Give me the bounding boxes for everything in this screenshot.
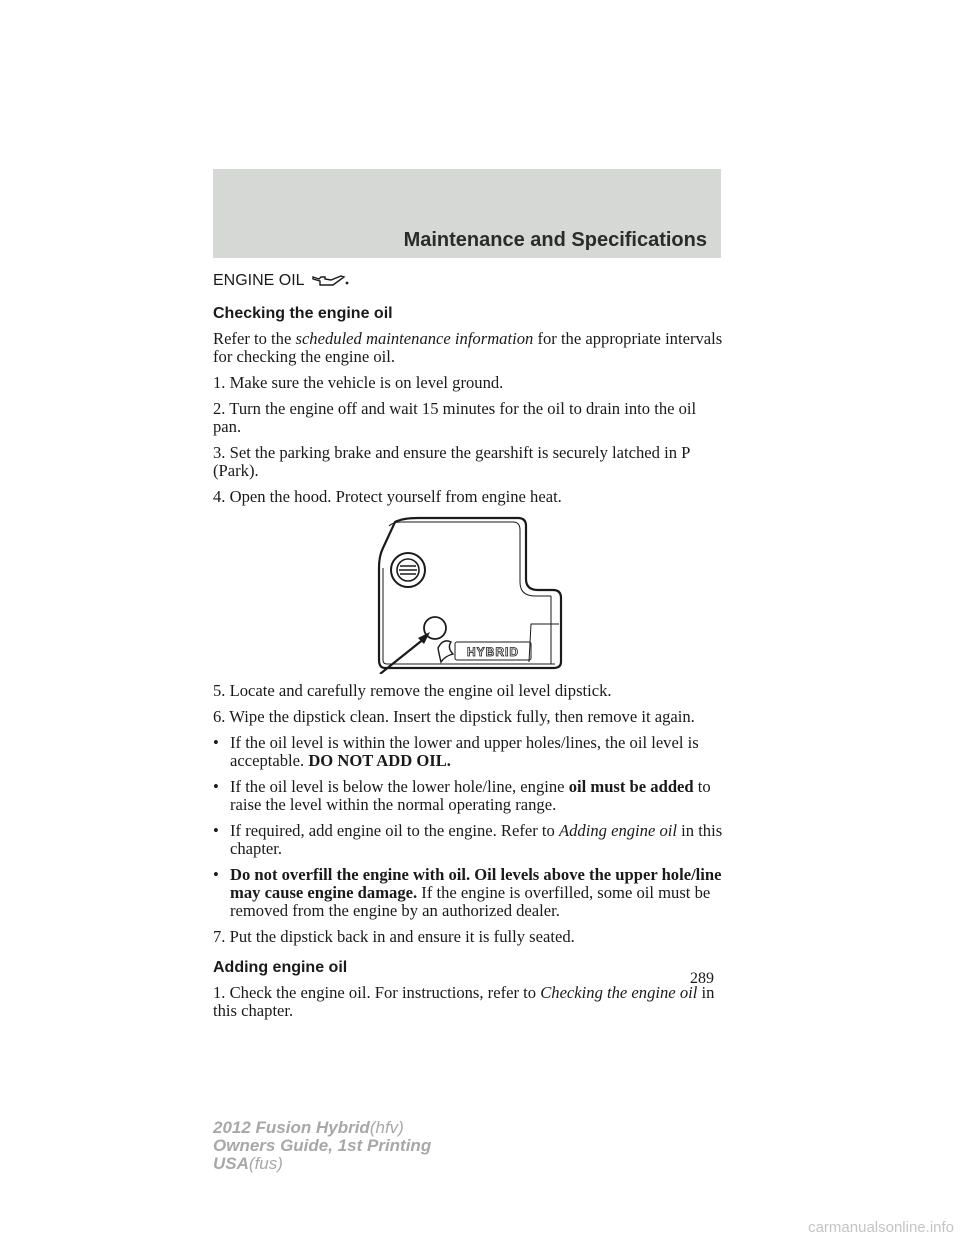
print-footer: 2012 Fusion Hybrid(hfv) Owners Guide, 1st Printing USA(fus) [213, 1118, 432, 1173]
adding-heading: Adding engine oil [213, 959, 348, 976]
step-6: 6. Wipe the dipstick clean. Insert the dipstick fully, then remove it again. [213, 707, 695, 726]
step-2: 2. Turn the engine off and wait 15 minutes for the oil to drain into the oil pan. [213, 399, 697, 436]
watermark: carmanualsonline.info [808, 1219, 954, 1236]
section-header-band [213, 169, 721, 258]
step-5: 5. Locate and carefully remove the engine oil level dipstick. [213, 681, 612, 700]
engine-cover-illustration [363, 514, 593, 674]
step-1: 1. Make sure the vehicle is on level ground. [213, 373, 504, 392]
bullet-item: • If the oil level is below the lower hole/line, engine oil must be added to raise the level within the normal operating range. [213, 777, 711, 814]
step-4: 4. Open the hood. Protect yourself from engine heat. [213, 487, 562, 506]
bullet-item: • If required, add engine oil to the engine. Refer to Adding engine oil in this chapter. [213, 821, 723, 858]
link-checking-engine-oil: Checking the engine oil [540, 983, 698, 1002]
section-header-title: Maintenance and Specifications [403, 229, 707, 251]
page-number: 289 [690, 970, 714, 987]
adding-step-1: 1. Check the engine oil. For instructions, refer to Checking the engine oil in this chapter. [213, 983, 715, 1020]
section-title [213, 270, 723, 292]
bullet-item: • If the oil level is within the lower and upper holes/lines, the oil level is acceptable. DO NOT ADD OIL. [213, 733, 699, 770]
figure-hybrid-label: HYBRID [466, 645, 520, 659]
step-7: 7. Put the dipstick back in and ensure it is fully seated. [213, 927, 575, 946]
page-content [213, 270, 723, 1028]
checking-intro: Refer to the scheduled maintenance information for the appropriate intervals for checking the engine oil. [213, 329, 723, 366]
oil-can-icon [311, 273, 351, 289]
bullet-item: • Do not overfill the engine with oil. Oil levels above the upper hole/line may cause engine damage. If the engine is overfilled, some oil must be removed from the engine by an authorized dealer. [213, 865, 722, 920]
section-title-text: ENGINE OIL [213, 272, 305, 289]
link-adding-engine-oil: Adding engine oil [559, 821, 677, 840]
checking-heading: Checking the engine oil [213, 305, 393, 322]
engine-cover-figure [363, 514, 593, 674]
link-scheduled-maintenance: scheduled maintenance information [295, 329, 534, 348]
step-3: 3. Set the parking brake and ensure the gearshift is securely latched in P (Park). [213, 443, 690, 480]
